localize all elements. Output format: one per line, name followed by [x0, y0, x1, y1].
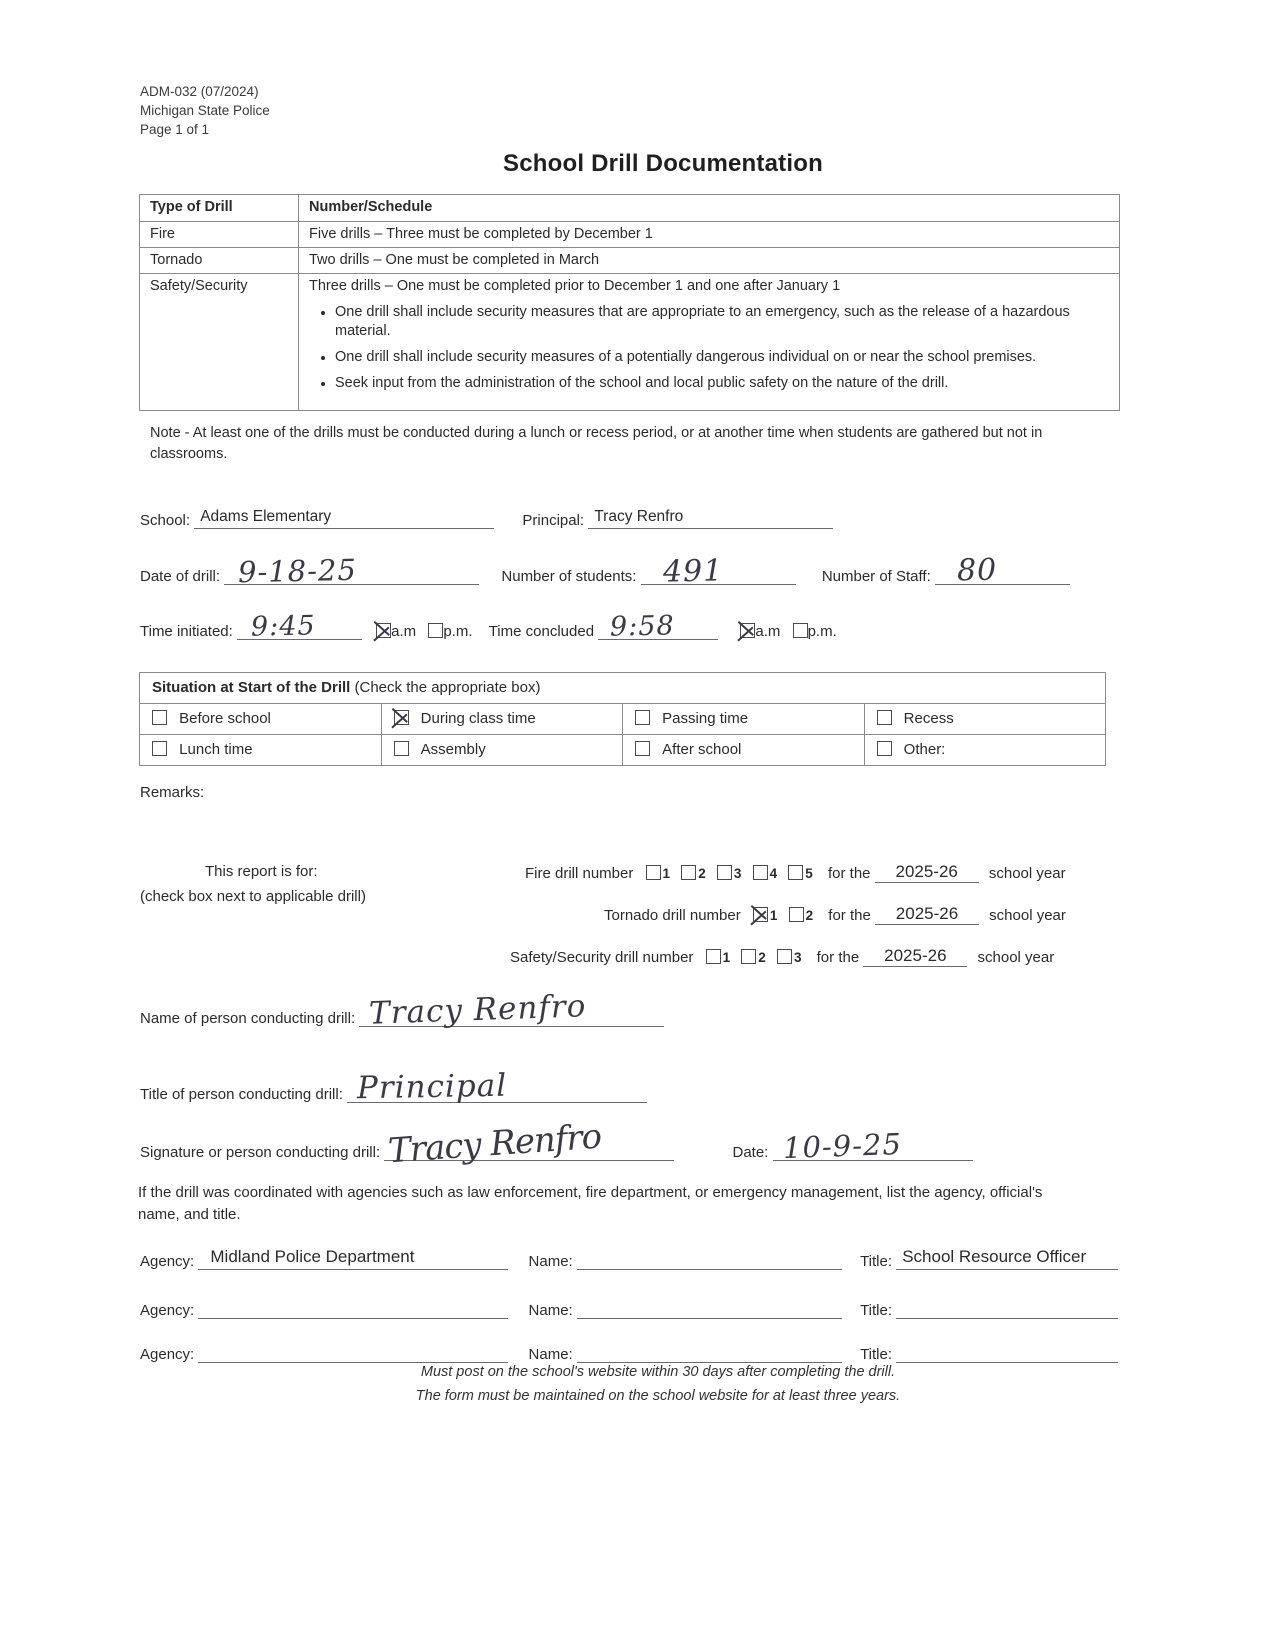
number-of-students-value: 491	[662, 553, 724, 590]
conductor-date-input[interactable]	[773, 1126, 973, 1166]
fire-drill-num-5: 5	[805, 866, 813, 881]
conductor-signature-row	[140, 1116, 973, 1172]
situation-row-1	[140, 704, 1106, 735]
page-number: Page 1 of 1	[140, 122, 210, 137]
safety-school-year-value: 2025-26	[884, 946, 947, 965]
table-row	[140, 274, 1120, 411]
safety-drill-number-row	[510, 947, 1054, 968]
fire-drill-label: Fire drill number	[525, 865, 634, 882]
passing-time-checkbox[interactable]	[635, 710, 650, 725]
situation-option-other[interactable]	[864, 735, 1106, 766]
during-class-time-checkbox[interactable]	[394, 710, 409, 725]
conductor-signature-input[interactable]	[384, 1116, 674, 1172]
after-school-checkbox[interactable]	[635, 741, 650, 756]
remarks-label: Remarks:	[140, 784, 205, 801]
number-of-staff-value: 80	[956, 552, 998, 589]
time-initiated-input[interactable]	[237, 610, 362, 643]
safety-bullet-list	[309, 303, 1111, 393]
tornado-school-year-label: school year	[989, 907, 1066, 924]
list-item: • Seek input from the administration of the school and local public safety on the nature of the drill.	[335, 374, 1111, 393]
report-for-line2: (check box next to applicable drill)	[140, 888, 366, 905]
drill-type-fire: Fire	[140, 222, 299, 248]
tornado-drill-label: Tornado drill number	[604, 907, 741, 924]
principal-label: Principal:	[522, 512, 585, 529]
report-for-line1: This report is for:	[205, 863, 318, 880]
recess-checkbox[interactable]	[877, 710, 892, 725]
name-input-2[interactable]	[577, 1296, 842, 1319]
tornado-school-year-value: 2025-26	[895, 904, 959, 923]
safety-school-year-input[interactable]	[863, 946, 967, 967]
time-concluded-label: Time concluded	[488, 623, 595, 640]
agency-row-2	[140, 1296, 1118, 1319]
fire-drill-num-2: 2	[698, 866, 706, 881]
fire-school-year-value: 2025-26	[895, 862, 958, 881]
column-header-schedule: Number/Schedule	[299, 195, 1120, 222]
situation-heading-sub: (Check the appropriate box)	[354, 679, 541, 696]
title-input-1[interactable]	[896, 1245, 1118, 1270]
conductor-title-label: Title of person conducting drill:	[140, 1086, 343, 1103]
recess-label: Recess	[903, 710, 954, 727]
conductor-title-input[interactable]	[347, 1067, 647, 1107]
agency-row-1	[140, 1245, 1118, 1270]
page-title-text: School Drill Documentation	[503, 150, 823, 177]
time-row	[140, 610, 837, 643]
table-header-row	[140, 195, 1120, 222]
assembly-checkbox[interactable]	[394, 741, 409, 756]
situation-option-during-class-time[interactable]	[381, 704, 623, 735]
situation-option-after-school[interactable]	[623, 735, 865, 766]
footer-line-2: The form must be maintained on the school website for at least three years.	[415, 1388, 901, 1404]
situation-option-assembly[interactable]	[381, 735, 623, 766]
school-principal-row	[140, 506, 833, 529]
title-input-2[interactable]	[896, 1296, 1118, 1319]
agency-label-3: Agency:	[140, 1346, 195, 1363]
time-concluded-pm-label: p.m.	[807, 623, 837, 640]
list-item: • One drill shall include security measures that are appropriate to an emergency, such as the release of a hazardous material.	[335, 303, 1111, 341]
drill-schedule-table	[139, 194, 1120, 411]
time-concluded-pm-checkbox[interactable]	[793, 623, 808, 638]
name-input-1[interactable]	[577, 1245, 842, 1270]
number-of-students-input[interactable]	[641, 553, 796, 590]
agency-input-1[interactable]	[198, 1245, 508, 1270]
number-of-staff-input[interactable]	[935, 552, 1070, 589]
number-of-students-label: Number of students:	[501, 568, 637, 585]
drill-date-row	[140, 552, 1070, 590]
situation-table	[139, 672, 1106, 766]
column-header-type: Type of Drill	[140, 195, 299, 222]
drill-schedule-safety	[299, 274, 1120, 411]
time-concluded-am-checkbox[interactable]	[740, 623, 755, 638]
before-school-label: Before school	[179, 710, 271, 727]
fire-drill-num-4: 4	[769, 866, 778, 881]
time-concluded-input[interactable]	[598, 610, 718, 643]
footer-line-1: Must post on the school's website within 30 days after completing the drill.	[420, 1364, 896, 1380]
safety-drill-checkbox-3[interactable]	[777, 949, 792, 964]
time-initiated-am-label: a.m	[391, 623, 417, 640]
title-label-3: Title:	[860, 1346, 893, 1363]
conductor-name-label: Name of person conducting drill:	[140, 1010, 356, 1027]
drill-note: Note - At least one of the drills must be conducted during a lunch or recess period, or at another time when students are gathered but not in classrooms.	[150, 425, 1043, 462]
tornado-drill-checkbox-1[interactable]	[753, 907, 768, 922]
coordination-note: If the drill was coordinated with agencies such as law enforcement, fire department, or emergency management, list the agency, official's name, and title.	[138, 1184, 1043, 1223]
conductor-title-row	[140, 1067, 647, 1107]
conductor-name-input[interactable]	[359, 988, 664, 1032]
list-item: • One drill shall include security measures of a potentially dangerous individual on or near the school premises.	[335, 348, 1111, 367]
drill-type-safety: Safety/Security	[140, 274, 299, 411]
tornado-drill-num-1: 1	[769, 908, 778, 923]
fire-school-year-input[interactable]	[875, 862, 979, 883]
agency-label-2: Agency:	[140, 1302, 195, 1319]
footer-note	[0, 1360, 1276, 1408]
title-label-2: Title:	[860, 1302, 893, 1319]
safety-drill-num-3: 3	[793, 950, 802, 965]
drill-schedule-fire: Five drills – Three must be completed by December 1	[299, 222, 1120, 248]
drill-type-tornado: Tornado	[140, 248, 299, 274]
tornado-drill-num-2: 2	[805, 908, 814, 923]
school-value: Adams Elementary	[200, 508, 332, 525]
conductor-date-value: 10-9-25	[781, 1126, 902, 1166]
date-of-drill-value: 9-18-25	[237, 552, 358, 590]
situation-row-2	[140, 735, 1106, 766]
issuing-agency: Michigan State Police	[140, 103, 270, 118]
fire-drill-checkbox-1[interactable]	[646, 865, 661, 880]
fire-drill-number-row	[525, 863, 1066, 884]
time-initiated-pm-checkbox[interactable]	[428, 623, 443, 638]
safety-drill-checkbox-2[interactable]	[741, 949, 756, 964]
fire-drill-num-1: 1	[662, 866, 671, 881]
fire-drill-checkbox-2[interactable]	[681, 865, 696, 880]
name-label-3: Name:	[528, 1346, 573, 1363]
time-initiated-pm-label: p.m.	[443, 623, 473, 640]
time-initiated-value: 9:45	[250, 610, 316, 643]
school-label: School:	[140, 512, 191, 529]
during-class-time-label: During class time	[420, 710, 536, 727]
form-header	[140, 82, 270, 139]
agency-label-1: Agency:	[140, 1253, 195, 1270]
situation-option-recess[interactable]	[864, 704, 1106, 735]
fire-drill-num-3: 3	[733, 866, 742, 881]
time-concluded-am-label: a.m	[755, 623, 781, 640]
number-of-staff-label: Number of Staff:	[821, 568, 931, 585]
safety-for-the-label: for the	[816, 949, 860, 966]
conductor-name-row	[140, 988, 664, 1032]
other-checkbox[interactable]	[877, 741, 892, 756]
safety-schedule-text: Three drills – One must be completed prior to December 1 and one after January 1	[309, 278, 841, 294]
fire-drill-checkbox-4[interactable]	[753, 865, 768, 880]
other-label: Other:	[903, 741, 946, 758]
before-school-checkbox[interactable]	[152, 710, 167, 725]
time-concluded-value: 9:58	[609, 610, 676, 643]
conductor-signature-label: Signature or person conducting drill:	[140, 1144, 381, 1161]
table-row	[140, 248, 1120, 274]
tornado-school-year-input[interactable]	[875, 904, 979, 925]
fire-drill-checkbox-3[interactable]	[717, 865, 732, 880]
title-value-1: School Resource Officer	[902, 1247, 1087, 1266]
situation-option-before-school[interactable]	[140, 704, 382, 735]
assembly-label: Assembly	[420, 741, 486, 758]
fire-for-the-label: for the	[827, 865, 871, 882]
drill-schedule-tornado: Two drills – One must be completed in March	[299, 248, 1120, 274]
passing-time-label: Passing time	[662, 710, 749, 727]
name-label-2: Name:	[528, 1302, 573, 1319]
agency-value-1: Midland Police Department	[210, 1247, 415, 1266]
tornado-drill-checkbox-2[interactable]	[789, 907, 804, 922]
situation-heading	[140, 673, 1106, 704]
lunch-time-label: Lunch time	[179, 741, 253, 758]
fire-school-year-label: school year	[988, 865, 1066, 882]
safety-drill-checkbox-1[interactable]	[706, 949, 721, 964]
title-label-1: Title:	[860, 1253, 893, 1270]
conductor-date-label: Date:	[732, 1144, 769, 1161]
safety-drill-num-1: 1	[722, 950, 731, 965]
conductor-title-value: Principal	[356, 1067, 508, 1107]
table-row	[140, 222, 1120, 248]
lunch-time-checkbox[interactable]	[152, 741, 167, 756]
after-school-label: After school	[662, 741, 742, 758]
form-id: ADM-032 (07/2024)	[140, 84, 259, 99]
name-label-1: Name:	[528, 1253, 573, 1270]
time-initiated-am-checkbox[interactable]	[376, 623, 391, 638]
tornado-drill-number-row	[604, 905, 1066, 926]
tornado-for-the-label: for the	[828, 907, 871, 924]
situation-option-lunch-time[interactable]	[140, 735, 382, 766]
time-initiated-label: Time initiated:	[140, 623, 233, 640]
principal-input[interactable]	[588, 506, 833, 529]
situation-heading-text: Situation at Start of the Drill	[152, 679, 351, 696]
safety-drill-num-2: 2	[758, 950, 766, 965]
date-of-drill-input[interactable]	[224, 552, 479, 590]
safety-drill-label: Safety/Security drill number	[510, 949, 694, 966]
conductor-signature-value: Tracy Renfro	[387, 1116, 603, 1172]
school-input[interactable]	[194, 506, 494, 529]
agency-input-2[interactable]	[198, 1296, 508, 1319]
date-of-drill-label: Date of drill:	[140, 568, 221, 585]
conductor-name-value: Tracy Renfro	[368, 988, 588, 1032]
principal-value: Tracy Renfro	[594, 508, 684, 525]
safety-school-year-label: school year	[977, 949, 1055, 966]
page-title	[0, 150, 1276, 178]
situation-option-passing-time[interactable]	[623, 704, 865, 735]
situation-heading-row	[140, 673, 1106, 704]
fire-drill-checkbox-5[interactable]	[788, 865, 803, 880]
